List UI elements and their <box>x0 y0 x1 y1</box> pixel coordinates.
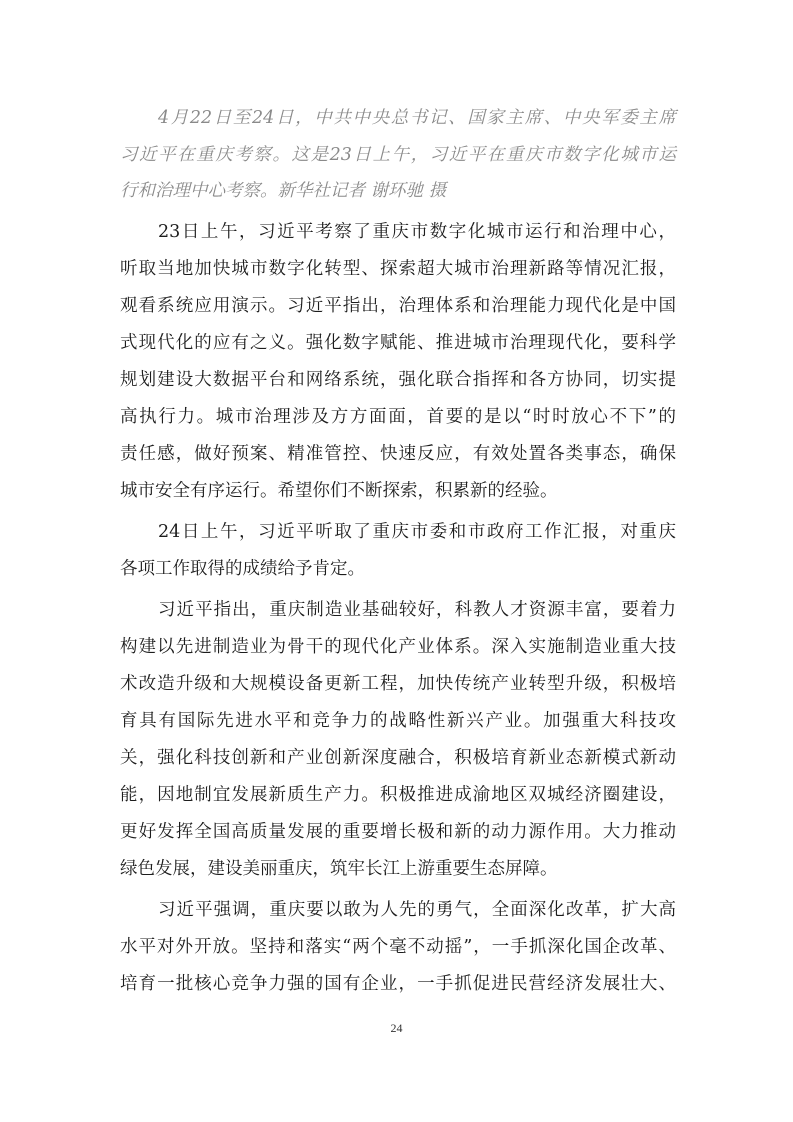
paragraph-line: 培育一批核心竞争力强的国有企业，一手抓促进民营经济发展壮大、 <box>120 973 676 994</box>
paragraph-line: 23日上午，习近平考察了重庆市数字化城市运行和治理中心， <box>158 221 676 242</box>
paragraph-line: 术改造升级和大规模设备更新工程，加快传统产业转型升级，积极培 <box>120 673 676 694</box>
caption-line: 行和治理中心考察。新华社记者 谢环驰 摄 <box>120 181 447 201</box>
paragraph-line: 习近平强调，重庆要以敢为人先的勇气，全面深化改革，扩大高 <box>158 899 676 920</box>
paragraph-line: 24日上午，习近平听取了重庆市委和市政府工作汇报，对重庆 <box>158 521 676 542</box>
caption-line: 习近平在重庆考察。这是23日上午，习近平在重庆市数字化城市运 <box>120 144 676 165</box>
paragraph-line: 能，因地制宜发展新质生产力。积极推进成渝地区双城经济圈建设， <box>120 784 676 805</box>
paragraph-line: 规划建设大数据平台和网络系统，强化联合指挥和各方协同，切实提 <box>120 369 676 390</box>
paragraph-line: 观看系统应用演示。习近平指出，治理体系和治理能力现代化是中国 <box>120 295 676 316</box>
document-body <box>120 100 676 1007</box>
paragraph-work-report <box>120 514 676 588</box>
paragraph-line: 城市安全有序运行。希望你们不断探索，积累新的经验。 <box>120 480 558 501</box>
photo-caption <box>120 100 676 210</box>
paragraph-line: 习近平指出，重庆制造业基础较好，科教人才资源丰富，要着力 <box>158 599 676 620</box>
paragraph-line: 绿色发展，建设美丽重庆，筑牢长江上游重要生态屏障。 <box>120 858 558 879</box>
paragraph-line: 水平对外开放。坚持和落实“两个毫不动摇”，一手抓深化国企改革、 <box>120 936 676 957</box>
page-number: 24 <box>390 1021 403 1035</box>
paragraph-reform <box>120 892 676 1003</box>
caption-line: 4月22日至24日，中共中央总书记、国家主席、中央军委主席 <box>158 108 676 128</box>
paragraph-line: 高执行力。城市治理涉及方方面面，首要的是以“时时放心不下”的 <box>120 406 676 427</box>
paragraph-line: 各项工作取得的成绩给予肯定。 <box>120 558 365 579</box>
paragraph-line: 构建以先进制造业为骨干的现代化产业体系。深入实施制造业重大技 <box>120 636 676 657</box>
paragraph-line: 式现代化的应有之义。强化数字赋能、推进城市治理现代化，要科学 <box>120 332 676 353</box>
paragraph-line: 听取当地加快城市数字化转型、探索超大城市治理新路等情况汇报， <box>120 258 676 279</box>
paragraph-line: 责任感，做好预案、精准管控、快速反应，有效处置各类事态，确保 <box>120 443 676 464</box>
paragraph-industry <box>120 592 676 888</box>
paragraph-digital-governance <box>120 214 676 510</box>
paragraph-line: 关，强化科技创新和产业创新深度融合，积极培育新业态新模式新动 <box>120 747 676 768</box>
paragraph-line: 更好发挥全国高质量发展的重要增长极和新的动力源作用。大力推动 <box>120 821 676 842</box>
paragraph-line: 育具有国际先进水平和竞争力的战略性新兴产业。加强重大科技攻 <box>120 710 676 731</box>
